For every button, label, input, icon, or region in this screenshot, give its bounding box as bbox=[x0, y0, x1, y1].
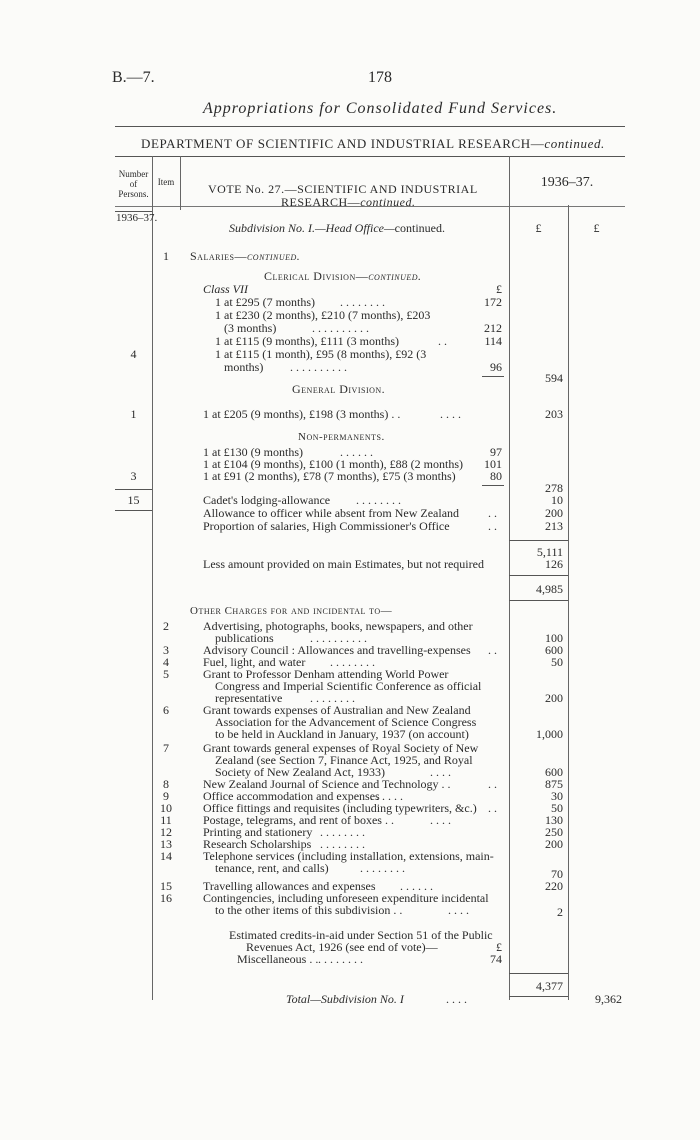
item-number: 9 bbox=[163, 789, 169, 803]
leader-dots: . . . . . . bbox=[340, 445, 373, 459]
page-reference: B.—7. bbox=[112, 69, 155, 86]
leader-dots: . . . . . . . . bbox=[340, 295, 385, 309]
line-amount: 101 bbox=[484, 457, 502, 471]
extra-line: Allowance to officer while absent from New Zealand bbox=[203, 506, 460, 520]
sum-rule bbox=[482, 376, 504, 377]
charge-amount: 70 bbox=[551, 867, 563, 881]
charge-line: Postage, telegrams, and rent of boxes . . bbox=[203, 813, 394, 827]
extra-line: Proportion of salaries, High Commissioner's Office bbox=[203, 519, 450, 533]
line-amount: 172 bbox=[484, 295, 502, 309]
class-line: 1 at £295 (7 months) bbox=[215, 295, 315, 309]
nonperm-total: 278 bbox=[545, 481, 563, 495]
class-label: Class VII bbox=[203, 282, 248, 296]
nonperm-line: 1 at £130 (9 months) bbox=[203, 445, 303, 459]
charge-line: Grant towards expenses of Australian and New Zealand bbox=[203, 703, 471, 717]
charge-line: Grant to Professor Denham attending World Power bbox=[203, 667, 449, 681]
extra-amount: 200 bbox=[545, 506, 563, 520]
net-rule bbox=[509, 575, 568, 576]
header-rule bbox=[115, 126, 625, 127]
leader-dots: . . . . bbox=[446, 992, 467, 1006]
charge-line: Travelling allowances and expenses bbox=[203, 879, 376, 893]
leader-dots: . . bbox=[488, 519, 497, 533]
subdivision-title: Subdivision No. I.—Head Office—continued. bbox=[229, 221, 445, 235]
leader-dots: . . bbox=[438, 334, 447, 348]
persons-total: 15 bbox=[127, 493, 140, 507]
charge-line: Congress and Imperial Scientific Conference as official bbox=[215, 679, 482, 693]
leader-dots: . . . . . . . . bbox=[320, 825, 365, 839]
year-header-right: 1936–37. bbox=[540, 175, 594, 190]
charge-line: representative bbox=[215, 691, 283, 705]
charge-line: New Zealand Journal of Science and Technology . . bbox=[203, 777, 451, 791]
subtotal-rule bbox=[509, 540, 568, 541]
charge-line: Printing and stationery bbox=[203, 825, 313, 839]
net-rule-bottom bbox=[509, 600, 568, 601]
year-header-left: 1936–37. bbox=[116, 212, 158, 224]
salaries-subtotal: 5,111 bbox=[536, 545, 563, 559]
clerical-heading: Clerical Division—continued. bbox=[264, 269, 422, 283]
charge-line: Society of New Zealand Act, 1933) bbox=[215, 765, 385, 779]
charge-line: Telephone services (including installation, extensions, main- bbox=[203, 849, 494, 863]
item-number: 10 bbox=[160, 801, 172, 815]
item-number: 8 bbox=[163, 777, 169, 791]
salaries-net-total: 4,985 bbox=[536, 582, 563, 596]
nonperm-line: 1 at £91 (2 months), £78 (7 months), £75 (3 months) bbox=[203, 469, 456, 483]
charge-amount: 250 bbox=[545, 825, 563, 839]
line-amount: 97 bbox=[490, 445, 502, 459]
charge-line: Research Scholarships bbox=[203, 837, 312, 851]
item-number: 11 bbox=[160, 813, 172, 827]
leader-dots: . . bbox=[488, 506, 497, 520]
charge-line: Grant towards general expenses of Royal Society of New bbox=[203, 741, 479, 755]
final-rule bbox=[509, 996, 568, 997]
other-charges-total: 4,377 bbox=[536, 979, 563, 993]
currency-col2: £ bbox=[593, 221, 600, 235]
persons-count: 3 bbox=[130, 469, 137, 483]
vote-title-l2: RESEARCH—continued. bbox=[281, 195, 416, 209]
class-line: (3 months) bbox=[224, 321, 277, 335]
persons-header-l3: Persons. bbox=[118, 189, 149, 199]
class-line: months) bbox=[224, 360, 264, 374]
item-column-divider bbox=[180, 156, 181, 210]
extra-amount: 10 bbox=[551, 493, 563, 507]
charge-amount: 600 bbox=[545, 643, 563, 657]
class-line: 1 at £115 (1 month), £95 (8 months), £92 (3 bbox=[215, 347, 427, 361]
leader-dots: . . . . . . bbox=[400, 879, 433, 893]
leader-dots: . . bbox=[488, 777, 497, 791]
sum-rule bbox=[482, 485, 504, 486]
charge-line: to the other items of this subdivision . . bbox=[215, 903, 403, 917]
leader-dots: . . . . . . . . bbox=[360, 861, 405, 875]
vote-title-l1: VOTE No. 27.—SCIENTIFIC AND INDUSTRIAL bbox=[208, 182, 478, 196]
nonperm-line: 1 at £104 (9 months), £100 (1 month), £88 (2 months) bbox=[203, 457, 463, 471]
pound-sign: £ bbox=[496, 282, 502, 296]
leader-dots: . . . . bbox=[430, 813, 451, 827]
salaries-heading: Salaries—continued. bbox=[190, 249, 301, 263]
extra-line: Cadet's lodging-allowance bbox=[203, 493, 331, 507]
line-amount: 96 bbox=[490, 360, 502, 374]
general-total: 203 bbox=[545, 407, 563, 421]
charge-amount: 50 bbox=[551, 655, 563, 669]
charge-amount: 600 bbox=[545, 765, 563, 779]
class-line: 1 at £115 (9 months), £111 (3 months) bbox=[215, 334, 399, 348]
item-number: 2 bbox=[163, 619, 169, 633]
leader-dots: . . . . bbox=[440, 407, 461, 421]
item-number: 14 bbox=[160, 849, 172, 863]
leader-dots: . . . . bbox=[448, 903, 469, 917]
line-amount: 80 bbox=[490, 469, 502, 483]
item-number: 3 bbox=[163, 643, 169, 657]
charge-amount: 200 bbox=[545, 837, 563, 851]
persons-header-l2: of bbox=[129, 179, 138, 189]
charge-line: Fuel, light, and water bbox=[203, 655, 306, 669]
item-number: 13 bbox=[160, 837, 172, 851]
charge-amount: 200 bbox=[545, 691, 563, 705]
charge-amount: 220 bbox=[545, 879, 563, 893]
leader-dots: . . . . . . . . bbox=[320, 837, 365, 851]
credits-pound: £ bbox=[496, 940, 502, 954]
other-charges-heading: Other Charges for and incidental to— bbox=[190, 605, 393, 617]
general-heading: General Division. bbox=[292, 382, 386, 396]
charge-line: tenance, rent, and calls) bbox=[215, 861, 329, 875]
clerical-total: 594 bbox=[545, 371, 563, 385]
less-provided-line: Less amount provided on main Estimates, but not required bbox=[203, 557, 484, 571]
page-number: 178 bbox=[368, 69, 392, 86]
charge-line: Contingencies, including unforeseen expenditure incidental bbox=[203, 891, 489, 905]
charge-line: to be held in Auckland in January, 1937 (on account) bbox=[215, 727, 469, 741]
charge-amount: 50 bbox=[551, 801, 563, 815]
general-line: 1 at £205 (9 months), £198 (3 months) . . bbox=[203, 407, 401, 421]
leader-dots: . . . . . . bbox=[370, 789, 403, 803]
department-title: DEPARTMENT OF SCIENTIFIC AND INDUSTRIAL RESEARCH—continued. bbox=[141, 136, 605, 151]
charge-line: Office fittings and requisites (including typewriters, &c.) bbox=[203, 801, 477, 815]
leader-dots: . . . . . . . . bbox=[356, 493, 401, 507]
leader-dots: . . . . . . . . bbox=[310, 691, 355, 705]
item-number: 5 bbox=[163, 667, 169, 681]
charge-amount: 130 bbox=[545, 813, 563, 827]
persons-count: 1 bbox=[130, 407, 137, 421]
subdivision-total-label: Total—Subdivision No. I bbox=[286, 992, 404, 1006]
subdivision-grand-total: 9,362 bbox=[595, 992, 622, 1006]
item-number: 16 bbox=[160, 891, 172, 905]
credits-amount: 74 bbox=[490, 952, 502, 966]
leader-dots: . . . . . . . . bbox=[318, 952, 363, 966]
nonperm-heading: Non-permanents. bbox=[298, 431, 385, 443]
charge-line: Advertising, photographs, books, newspapers, and other bbox=[203, 619, 473, 633]
charge-amount: 1,000 bbox=[536, 727, 563, 741]
persons-item-divider bbox=[152, 156, 153, 1000]
leader-dots: . . . . bbox=[430, 765, 451, 779]
persons-sum-rule bbox=[115, 489, 152, 490]
charge-line: publications bbox=[215, 631, 274, 645]
charge-line: Zealand (see Section 7, Finance Act, 1925, and Royal bbox=[215, 753, 473, 767]
item-number: 12 bbox=[160, 825, 172, 839]
leader-dots: . . . . . . . . bbox=[330, 655, 375, 669]
charge-amount: 875 bbox=[545, 777, 563, 791]
item-number: 1 bbox=[163, 249, 169, 263]
class-line: 1 at £230 (2 months), £210 (7 months), £203 bbox=[215, 308, 431, 322]
item-number: 4 bbox=[163, 655, 169, 669]
item-number: 6 bbox=[163, 703, 169, 717]
credits-line: Miscellaneous . . bbox=[237, 952, 319, 966]
charge-amount: 100 bbox=[545, 631, 563, 645]
charges-total-rule bbox=[509, 973, 568, 974]
running-title: Appropriations for Consolidated Fund Services. bbox=[203, 100, 558, 117]
less-amount: 126 bbox=[545, 557, 563, 571]
persons-count: 4 bbox=[130, 347, 137, 361]
item-number: 15 bbox=[160, 879, 172, 893]
item-number: 7 bbox=[163, 741, 169, 755]
charge-line: Association for the Advancement of Science Congress bbox=[215, 715, 477, 729]
credits-line: Estimated credits-in-aid under Section 51 of the Public bbox=[229, 928, 493, 942]
charge-line: Office accommodation and expenses bbox=[203, 789, 380, 803]
credits-line: Revenues Act, 1926 (see end of vote)— bbox=[246, 940, 438, 954]
line-amount: 212 bbox=[484, 321, 502, 335]
item-header: Item bbox=[157, 177, 175, 187]
line-amount: 114 bbox=[484, 334, 502, 348]
total-column-divider bbox=[568, 205, 569, 1000]
extra-amount: 213 bbox=[545, 519, 563, 533]
leader-dots: . . . . . . . . . . bbox=[290, 360, 347, 374]
leader-dots: . . . . . . . . . . bbox=[312, 321, 369, 335]
currency-col1: £ bbox=[535, 221, 542, 235]
leader-dots: . . bbox=[488, 801, 497, 815]
leader-dots: . . . . . . . . . . bbox=[310, 631, 367, 645]
charge-line: Advisory Council : Allowances and travelling-expenses bbox=[203, 643, 471, 657]
persons-header-l1: Number bbox=[118, 169, 149, 179]
table-top-rule bbox=[115, 156, 625, 157]
charge-amount: 2 bbox=[557, 905, 563, 919]
leader-dots: . . bbox=[488, 643, 497, 657]
persons-total-rule bbox=[115, 510, 152, 511]
charge-amount: 30 bbox=[551, 789, 563, 803]
